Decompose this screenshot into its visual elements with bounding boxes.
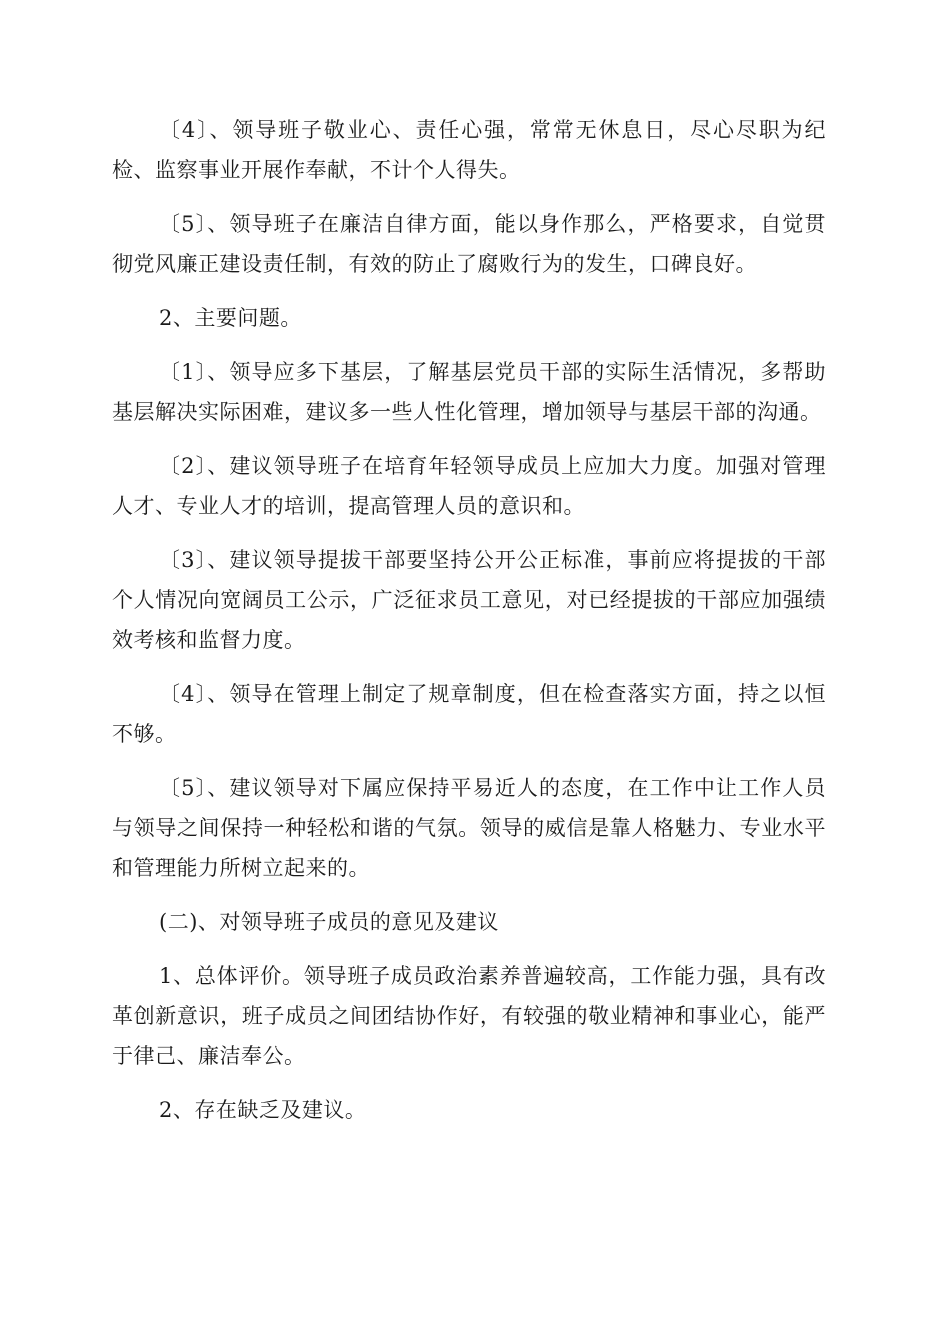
paragraph: 〔4〕、领导班子敬业心、责任心强，常常无休息日，尽心尽职为纪检、监察事业开展作奉献，不计个人得失。	[112, 118, 826, 182]
section-heading: (二)、对领导班子成员的意见及建议	[159, 910, 499, 934]
paragraph: 1、总体评价。领导班子成员政治素养普遍较高，工作能力强，具有改革创新意识，班子成员之间团结协作好，有较强的敬业精神和事业心，能严于律己、廉洁奉公。	[112, 964, 826, 1068]
paragraph: 〔5〕、领导班子在廉洁自律方面，能以身作那么，严格要求，自觉贯彻党风廉正建设责任制，有效的防止了腐败行为的发生，口碑良好。	[112, 212, 826, 276]
paragraph: 〔3〕、建议领导提拔干部要坚持公开公正标准，事前应将提拔的干部个人情况向宽阔员工公示，广泛征求员工意见，对已经提拔的干部应加强绩效考核和监督力度。	[112, 548, 826, 652]
paragraph: 〔4〕、领导在管理上制定了规章制度，但在检查落实方面，持之以恒不够。	[112, 682, 826, 746]
paragraph: 〔2〕、建议领导班子在培育年轻领导成员上应加大力度。加强对管理人才、专业人才的培训，提高管理人员的意识和。	[112, 454, 826, 518]
paragraph: 〔1〕、领导应多下基层，了解基层党员干部的实际生活情况，多帮助基层解决实际困难，建议多一些人性化管理，增加领导与基层干部的沟通。	[112, 360, 826, 424]
section-heading: 2、存在缺乏及建议。	[159, 1098, 367, 1122]
document-body	[112, 110, 826, 1144]
paragraph: 〔5〕、建议领导对下属应保持平易近人的态度，在工作中让工作人员与领导之间保持一种轻松和谐的气氛。领导的威信是靠人格魅力、专业水平和管理能力所树立起来的。	[112, 776, 826, 880]
section-heading: 2、主要问题。	[159, 306, 302, 330]
